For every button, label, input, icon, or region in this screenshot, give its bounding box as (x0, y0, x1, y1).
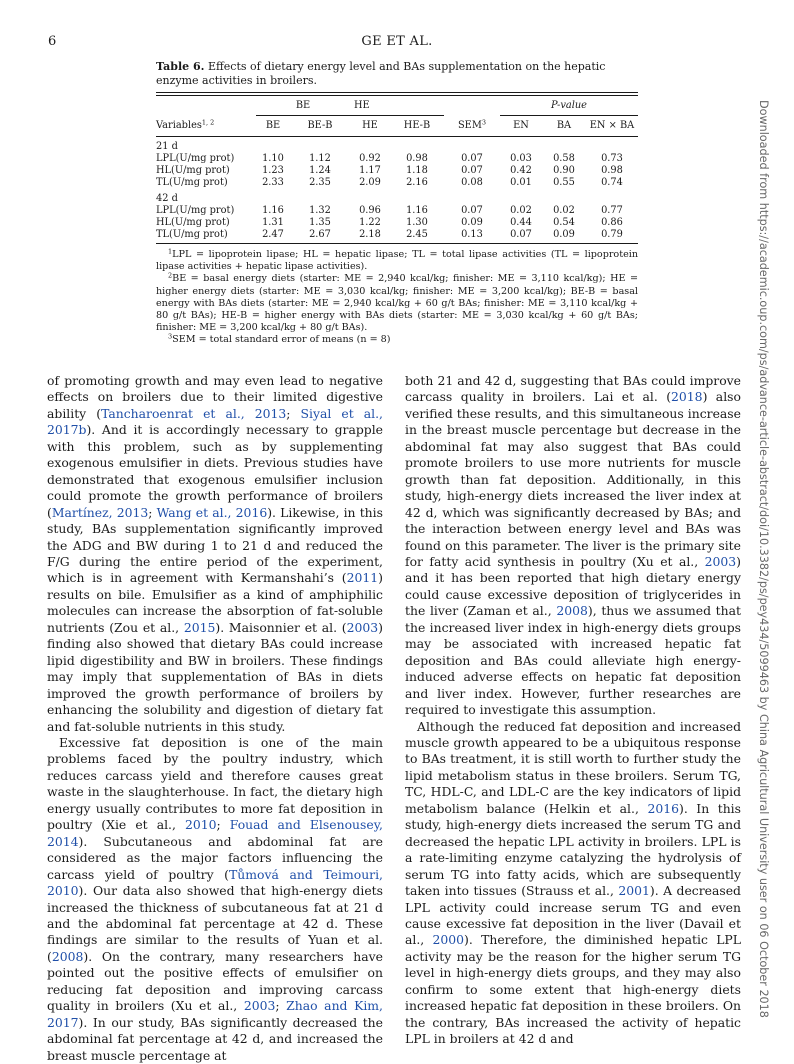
col-header: BE (265, 119, 281, 131)
table-cell: 0.96 (359, 204, 381, 216)
table-cell: 1.23 (262, 164, 284, 176)
citation-link[interactable]: Siyal et al., 2017b (47, 405, 383, 438)
table-cell: 1.31 (262, 216, 284, 228)
table-cell: 0.73 (601, 152, 623, 164)
col-header: HE (362, 119, 378, 131)
paragraph-text: ; (286, 405, 301, 421)
table-cell: 0.92 (359, 152, 381, 164)
table-cell: 1.10 (262, 152, 284, 164)
table-cell: 0.07 (510, 228, 532, 240)
row-label: TL(U/mg prot) (156, 228, 228, 240)
table-cell: 1.35 (309, 216, 331, 228)
citation-link[interactable]: 2010 (184, 817, 217, 833)
table-cell: 0.79 (601, 228, 623, 240)
table-caption (156, 60, 640, 88)
table-cell: 0.42 (510, 164, 532, 176)
table-cell: 0.55 (553, 176, 575, 188)
paragraph-text: ; (216, 817, 230, 833)
citation-link[interactable]: 2008 (556, 603, 588, 619)
citation-link[interactable]: Zhao and Kim, 2017 (47, 998, 383, 1030)
table-cell: 0.09 (553, 228, 575, 240)
table-cell: 0.86 (601, 216, 623, 228)
table-cell: 2.16 (406, 176, 428, 188)
paragraph-text: ). And it is accordingly necessary to grapple with this problem, such as by supplementing exogenous emulsifier in diets. Previous studies have demonstrated that exogenous emulsifier inclusion could promote the growth performance of broilers ( (47, 422, 383, 520)
table-cell: 0.98 (406, 152, 428, 164)
col-header: BA (556, 119, 572, 131)
variables-sup: 1, 2 (201, 118, 215, 126)
table-caption-label: Table 6. (156, 60, 205, 73)
data-table (156, 92, 638, 244)
citation-link[interactable]: Tůmová and Teimouri, 2010 (47, 866, 383, 899)
table-cell: 1.24 (309, 164, 331, 176)
section-label: 21 d (156, 140, 178, 152)
table-cell: 0.01 (510, 176, 532, 188)
paragraph-text: ) and it has been reported that high dietary energy could cause excessive deposition of triglycerides in the liver (Zaman et al., (405, 553, 741, 619)
paragraph-text: ). Maisonnier et al. ( (215, 619, 347, 635)
group-header-be: BE (295, 99, 311, 111)
citation-link[interactable]: 2000 (432, 932, 465, 948)
table-cell: 2.09 (359, 176, 381, 188)
col-header: EN × BA (589, 119, 635, 131)
citation-link[interactable]: 2016 (647, 800, 679, 816)
footnote-3: $^3$SEM = total standard error of means (n = 8) (168, 332, 391, 346)
citation-link[interactable]: 2003 (243, 998, 276, 1014)
paragraph-text: ). Subcutaneous and abdominal fat are considered as the major factors influencing the carcass yield of poultry ( (47, 833, 383, 882)
paragraph-text: of promoting growth and may even lead to negative effects on broilers due to their limited digestive ability ( (47, 373, 383, 421)
table-cell: 1.18 (406, 164, 428, 176)
table-row (156, 177, 638, 189)
table-cell: 1.12 (309, 152, 331, 164)
table-cell: 0.07 (461, 204, 483, 216)
col-header: BE-B (307, 119, 333, 131)
table-header-rule (156, 136, 638, 137)
citation-link[interactable]: 2003 (704, 553, 737, 569)
col-header: SEM (457, 119, 482, 131)
paragraph-text: ; (275, 998, 287, 1014)
citation-link[interactable]: Fouad and Elsenousey, 2014 (47, 817, 383, 849)
table-cell: 1.22 (359, 216, 381, 228)
table-cell: 0.07 (461, 152, 483, 164)
paragraph-text: both 21 and 42 d, suggesting that BAs could improve carcass quality in broilers. Lai et al. ( (405, 373, 741, 405)
table-cell: 0.54 (553, 216, 575, 228)
table-row (156, 165, 638, 177)
table-cell: 1.17 (359, 164, 381, 176)
right-column (405, 373, 741, 1048)
col-header: HE-B (403, 119, 431, 131)
row-label: HL(U/mg prot) (156, 164, 230, 176)
table-cell: 1.16 (262, 204, 284, 216)
paragraph-text: ), thus we assumed that the increased liver index in high-energy diets groups may be associated with increased hepatic fat deposition and BAs could alleviate high energy-induced adverse effects on hepatic fat deposition and liver index. However, further researches are required to investigate this assumption. (405, 603, 741, 718)
paragraph (405, 373, 741, 719)
citation-link[interactable]: Wang et al., 2016 (156, 504, 268, 520)
table-cell: 0.09 (461, 216, 483, 228)
table-footnotes (156, 249, 638, 347)
table-cell: 0.03 (510, 152, 532, 164)
row-label: HL(U/mg prot) (156, 216, 230, 228)
table-cell: 0.02 (553, 204, 575, 216)
paragraph-text: ) results on bile. Emulsifier as a kind of amphiphilic molecules can increase the absorption of fat-soluble nutrients (Zou et al., (47, 570, 383, 635)
table-cell: 0.98 (601, 164, 623, 176)
table-body (156, 141, 638, 241)
table-cell: 1.32 (309, 204, 331, 216)
paragraph-text: ). Our data also showed that high-energy diets increased the thickness of subcutaneous fat at 21 d and the abdominal fat percentage at 42 d. These findings are similar to the results of Yuan et al. ( (47, 883, 383, 964)
table-cell: 2.35 (309, 176, 331, 188)
paragraph-text: ). In this study, high-energy diets increased the serum TG and decreased the hepatic LPL activity in broilers. LPL is a rate-limiting enzyme catalyzing the hydrolysis of serum TG into fatty acids, which are subsequently taken into tissues (Strauss et al., (405, 800, 741, 899)
download-watermark: Downloaded from https://academic.oup.com/ps/advance-article-abstract/doi/10.3382/ps/pey434/5099463 by China Agricultural University user on 06 October 2018 (757, 100, 770, 1018)
citation-link[interactable]: 2008 (51, 948, 84, 964)
left-column (47, 373, 383, 1064)
footnote-2: $^2$BE = basal energy diets (starter: ME = 2,940 kcal/kg; finisher: ME = 3,110 kcal/kg); HE = higher energy diets (starter: ME = 3,030 kcal/kg; finisher: ME = 3,200 kcal/kg); BE-B = basal energy with BAs diets (starter: ME = 2,940 kcal/kg + 60 g/t BAs; finisher: ME = 3,110 kcal/kg + 80 g/t BAs); HE-B = higher energy with BAs diets (starter: ME = 3,030 kcal/kg + 60 g/t BAs; finisher: ME = 3,200 kcal/kg + 80 g/t BAs). (156, 271, 638, 334)
group-header-he: HE (354, 99, 370, 111)
row-label: LPL(U/mg prot) (156, 204, 235, 216)
table-cell: 0.13 (461, 228, 483, 240)
paragraph-text: ). Likewise, in this study, BAs supplementation significantly improved the ADG and BW during 1 to 21 d and reduced the F/G during the entire period of the experiment, which is in agreement with Kermanshahi’s ( (47, 504, 383, 586)
citation-link[interactable]: Tancharoenrat et al., 2013 (101, 405, 287, 421)
table-row (156, 153, 638, 165)
table-cell: 2.47 (262, 228, 284, 240)
citation-link[interactable]: 2003 (346, 619, 379, 635)
citation-link[interactable]: 2011 (346, 570, 379, 586)
table-cell: 2.18 (359, 228, 381, 240)
row-label: TL(U/mg prot) (156, 176, 228, 188)
table-cell: 0.58 (553, 152, 575, 164)
table-cell: 0.90 (553, 164, 575, 176)
paragraph-text: ). On the contrary, many researchers have pointed out the positive effects of emulsifier on reducing fat deposition and improving carcass quality in broilers (Xu et al., (47, 948, 383, 1014)
table-cell: 0.08 (461, 176, 483, 188)
table-cell: 0.07 (461, 164, 483, 176)
table-cell: 2.33 (262, 176, 284, 188)
col-header: EN (513, 119, 529, 131)
paragraph (47, 735, 383, 1064)
paragraph-text: Although the reduced fat deposition and increased muscle growth appeared to be a ubiquitous response to BAs treatment, it is still worth to further study the lipid metabolism status in these broilers. Serum TG, TC, HDL-C, and LDL-C are the key indicators of lipid metabolism balance (Helkin et al., (405, 718, 741, 816)
table-cell: 0.02 (510, 204, 532, 216)
table-row (156, 217, 638, 229)
citation-link[interactable]: 2001 (618, 883, 650, 899)
table-row (156, 205, 638, 217)
table-cell: 0.74 (601, 176, 623, 188)
citation-link[interactable]: Martínez, 2013 (51, 504, 149, 520)
sem-sup: 3 (481, 118, 487, 126)
table-cell: 2.45 (406, 228, 428, 240)
variables-label: Variables (156, 119, 202, 131)
running-head: GE ET AL. (361, 34, 433, 49)
table-cell: 0.77 (601, 204, 623, 216)
paragraph-text: ) also verified these results, and this simultaneous increase in the breast muscle percentage but decrease in the abdominal fat may also suggest that BAs could promote broilers to use more nutrients for muscle growth than fat deposition. Additionally, in this study, high-energy diets increased the liver index at 42 d, which was significantly decreased by BAs; and the interaction between energy level and BAs was found on this parameter. The liver is the primary site for fatty acid synthesis in poultry (Xu et al., (405, 389, 741, 569)
citation-link[interactable]: 2015 (183, 619, 216, 635)
paragraph (405, 719, 741, 1048)
paragraph-text: Excessive fat deposition is one of the main problems faced by the poultry industry, which reduces carcass yield and therefore causes great waste in the slaughterhouse. In fact, the dietary high energy usually contributes to more fat deposition in poultry (Xie et al., (47, 734, 383, 833)
paragraph-text: ). Therefore, the diminished hepatic LPL activity may be the reason for the higher serum TG level in high-energy diets groups, and they may also confirm to some extent that high-energy diets increased hepatic fat deposition in these broilers. On the contrary, BAs increased the activity of hepatic LPL in broilers at 42 d and (405, 932, 741, 1047)
table-cell: 1.16 (406, 204, 428, 216)
table-cell: 1.30 (406, 216, 428, 228)
table-caption-text: Effects of dietary energy level and BAs supplementation on the hepatic enzyme activities in broilers. (156, 60, 606, 87)
footnote-1: $^1$LPL = lipoprotein lipase; HL = hepatic lipase; TL = total lipase activities (TL = lipoprotein lipase activities + hepatic lipase activities). (156, 247, 638, 273)
paragraph (47, 373, 383, 735)
table-cell: 0.44 (510, 216, 532, 228)
row-label: LPL(U/mg prot) (156, 152, 235, 164)
section-label: 42 d (156, 192, 178, 204)
paragraph-text: ). In our study, BAs significantly decreased the abdominal fat percentage at 42 d, and increased the breast muscle percentage at (47, 1014, 383, 1063)
paragraph-text: ) finding also showed that dietary BAs could increase lipid digestibility and BW in broilers. These findings may imply that supplementation of BAs in diets improved the growth performance of broilers by enhancing the solubility and digestion of dietary fat and fat-soluble nutrients in this study. (47, 619, 383, 734)
group-header-pvalue: P-value (551, 99, 587, 111)
table-bottom-rule (156, 243, 638, 244)
citation-link[interactable]: 2018 (671, 389, 703, 405)
paragraph-text: ; (148, 504, 157, 520)
paragraph-text: ). A decreased LPL activity could increase serum TG and even cause excessive fat deposition in the liver (Davail et al., (405, 883, 741, 948)
page-number: 6 (48, 34, 57, 49)
table-cell: 2.67 (309, 228, 331, 240)
table-row (156, 229, 638, 241)
